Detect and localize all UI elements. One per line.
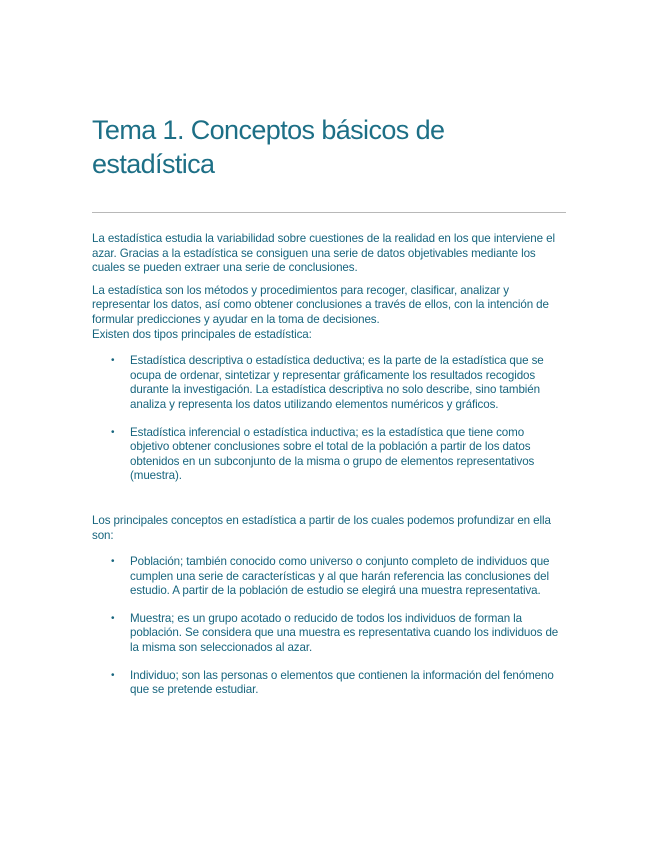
list-item [92, 669, 566, 698]
list-item [92, 426, 566, 484]
title-divider [92, 212, 566, 213]
document-body [92, 232, 566, 711]
list-item-text: Estadística inferencial o estadística inductiva; es la estadística que tiene como objetivo obtener conclusiones sobre el total de la población a partir de los datos obtenidos en un subconjunto de la misma o grupo de elementos representativos (muestra). [130, 425, 535, 483]
list-item [92, 555, 566, 599]
bullet-icon: • [111, 612, 115, 624]
statistics-types-list [92, 354, 566, 484]
concepts-list [92, 555, 566, 698]
list-item-text: Muestra; es un grupo acotado o reducido de todos los individuos de forman la población. Se considera que una muestra es representativa cuando los individuos de la misma son seleccionados al azar. [130, 611, 559, 655]
list-item [92, 354, 566, 412]
bullet-icon: • [111, 669, 115, 681]
bullet-icon: • [111, 556, 115, 568]
concepts-intro: Los principales conceptos en estadística a partir de los cuales podemos profundizar en ella son: [92, 513, 551, 542]
bullet-icon: • [111, 355, 115, 367]
intro-paragraph-1: La estadística estudia la variabilidad sobre cuestiones de la realidad en los que interviene el azar. Gracias a la estadística se consiguen una serie de datos objetivables mediante los cuales se pueden extraer una serie de conclusiones. [92, 232, 555, 275]
list-item-text: Estadística descriptiva o estadística deductiva; es la parte de la estadística que se ocupa de ordenar, sintetizar y representar gráficamente los resultados recogidos durante la investigación. La estadística descriptiva no solo describe, sino también analiza y representa los datos utilizando elementos numéricos y gráficos. [130, 354, 544, 411]
bullet-icon: • [111, 426, 115, 438]
intro-paragraph-2: La estadística son los métodos y procedimientos para recoger, clasificar, analizar y representar los datos, así como obtener conclusiones a través de ellos, con la intención de formular predicciones y ayudar en la toma de decisiones. [92, 283, 549, 326]
list-item-text: Población; también conocido como universo o conjunto completo de individuos que cumplen una serie de características y al que harán referencia las conclusiones del estudio. A partir de la población de estudio se elegirá una muestra representativa. [130, 555, 550, 598]
page-title: Tema 1. Conceptos básicos de estadística [92, 115, 445, 179]
list-item [92, 612, 566, 656]
list-item-text: Individuo; son las personas o elementos que contienen la información del fenómeno que se pretende estudiar. [130, 668, 554, 697]
types-intro: Existen dos tipos principales de estadística: [92, 327, 312, 341]
